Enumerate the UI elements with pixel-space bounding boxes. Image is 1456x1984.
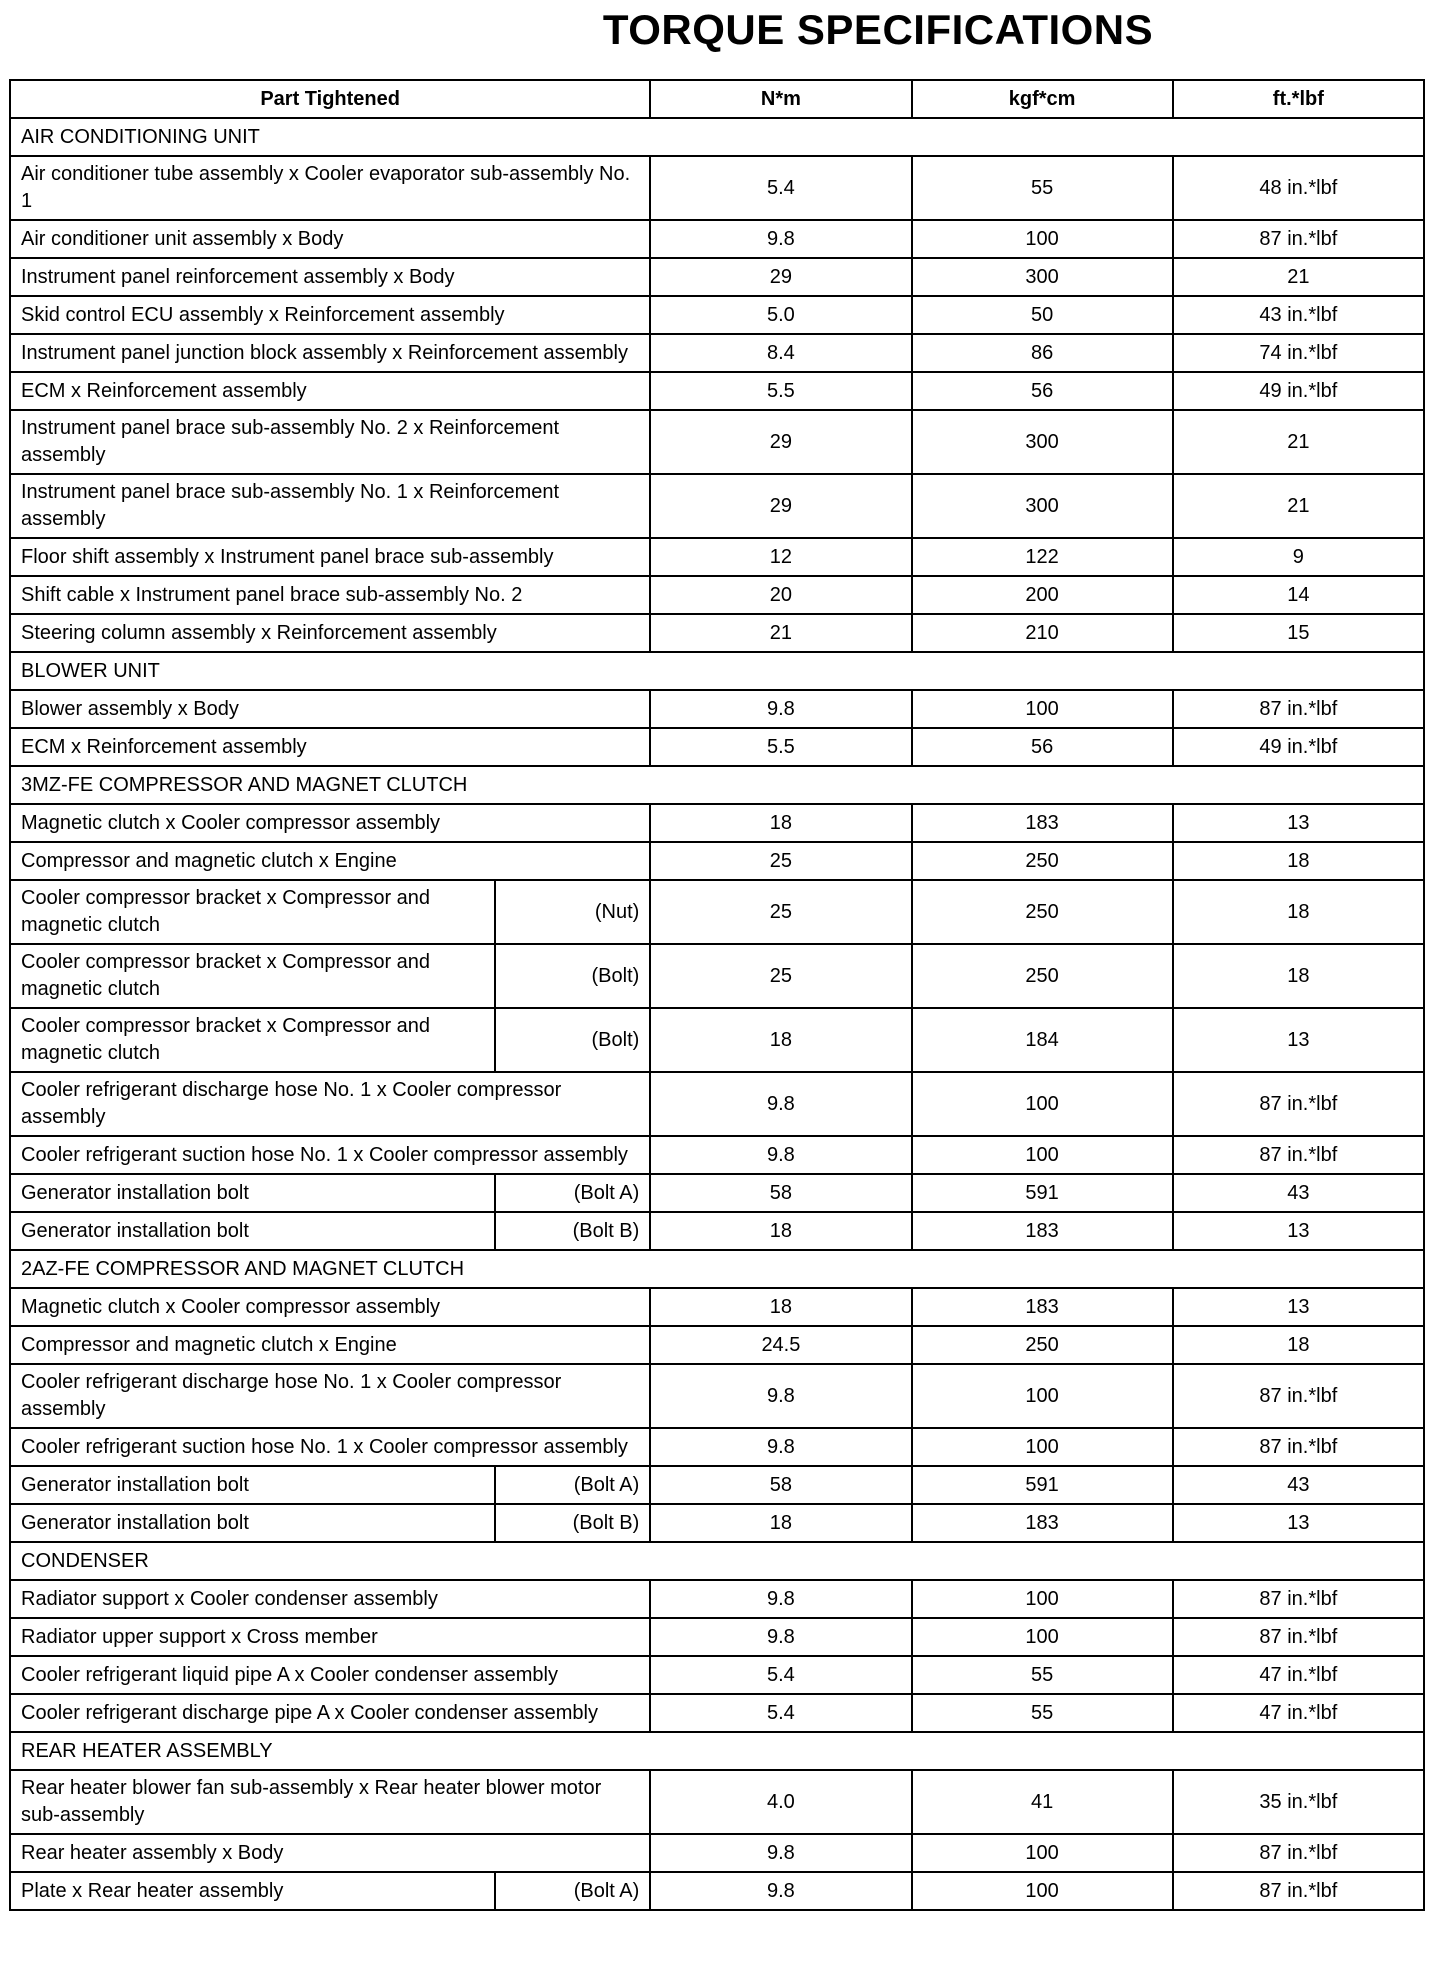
nm-cell: 29 bbox=[650, 258, 911, 296]
part-cell: Cooler compressor bracket x Compressor and magnetic clutch bbox=[10, 1008, 495, 1072]
kgf-cm-cell: 55 bbox=[912, 1694, 1173, 1732]
table-row bbox=[10, 804, 1424, 842]
nm-cell: 29 bbox=[650, 474, 911, 538]
table-row bbox=[10, 1072, 1424, 1136]
part-cell: Air conditioner tube assembly x Cooler evaporator sub-assembly No. 1 bbox=[10, 156, 650, 220]
section-label: CONDENSER bbox=[10, 1542, 1424, 1580]
kgf-cm-cell: 100 bbox=[912, 1580, 1173, 1618]
ft-lbf-cell: 18 bbox=[1173, 1326, 1424, 1364]
nm-cell: 25 bbox=[650, 944, 911, 1008]
part-cell: Cooler refrigerant discharge hose No. 1 x Cooler compressor assembly bbox=[10, 1072, 650, 1136]
nm-cell: 25 bbox=[650, 842, 911, 880]
ft-lbf-cell: 43 in.*lbf bbox=[1173, 296, 1424, 334]
table-row bbox=[10, 1466, 1424, 1504]
kgf-cm-cell: 100 bbox=[912, 1834, 1173, 1872]
page-title: TORQUE SPECIFICATIONS bbox=[602, 6, 1154, 53]
nm-cell: 9.8 bbox=[650, 1364, 911, 1428]
ft-lbf-cell: 47 in.*lbf bbox=[1173, 1656, 1424, 1694]
header-ft-lbf: ft.*lbf bbox=[1173, 80, 1424, 118]
nm-cell: 9.8 bbox=[650, 220, 911, 258]
section-row bbox=[10, 766, 1424, 804]
ft-lbf-cell: 21 bbox=[1173, 258, 1424, 296]
nm-cell: 25 bbox=[650, 880, 911, 944]
part-cell: Radiator support x Cooler condenser assembly bbox=[10, 1580, 650, 1618]
ft-lbf-cell: 74 in.*lbf bbox=[1173, 334, 1424, 372]
table-header-row bbox=[10, 80, 1424, 118]
table-row bbox=[10, 1008, 1424, 1072]
kgf-cm-cell: 41 bbox=[912, 1770, 1173, 1834]
table-row bbox=[10, 1770, 1424, 1834]
kgf-cm-cell: 86 bbox=[912, 334, 1173, 372]
nm-cell: 5.0 bbox=[650, 296, 911, 334]
ft-lbf-cell: 47 in.*lbf bbox=[1173, 1694, 1424, 1732]
table-row bbox=[10, 842, 1424, 880]
ft-lbf-cell: 14 bbox=[1173, 576, 1424, 614]
section-label: 2AZ-FE COMPRESSOR AND MAGNET CLUTCH bbox=[10, 1250, 1424, 1288]
part-cell: Cooler refrigerant suction hose No. 1 x Cooler compressor assembly bbox=[10, 1428, 650, 1466]
table-row bbox=[10, 296, 1424, 334]
ft-lbf-cell: 43 bbox=[1173, 1174, 1424, 1212]
part-cell: Instrument panel reinforcement assembly x Body bbox=[10, 258, 650, 296]
kgf-cm-cell: 250 bbox=[912, 842, 1173, 880]
nm-cell: 5.4 bbox=[650, 1694, 911, 1732]
nm-cell: 9.8 bbox=[650, 1872, 911, 1910]
table-row bbox=[10, 156, 1424, 220]
ft-lbf-cell: 13 bbox=[1173, 1212, 1424, 1250]
table-row bbox=[10, 1504, 1424, 1542]
table-row bbox=[10, 220, 1424, 258]
nm-cell: 29 bbox=[650, 410, 911, 474]
table-row bbox=[10, 1364, 1424, 1428]
part-cell: Compressor and magnetic clutch x Engine bbox=[10, 1326, 650, 1364]
ft-lbf-cell: 13 bbox=[1173, 1504, 1424, 1542]
nm-cell: 5.5 bbox=[650, 372, 911, 410]
nm-cell: 9.8 bbox=[650, 690, 911, 728]
header-part-tightened: Part Tightened bbox=[10, 80, 650, 118]
part-cell: Generator installation bolt bbox=[10, 1466, 495, 1504]
part-cell: Steering column assembly x Reinforcement assembly bbox=[10, 614, 650, 652]
table-row bbox=[10, 614, 1424, 652]
table-row bbox=[10, 576, 1424, 614]
section-label: REAR HEATER ASSEMBLY bbox=[10, 1732, 1424, 1770]
nm-cell: 18 bbox=[650, 1008, 911, 1072]
kgf-cm-cell: 55 bbox=[912, 1656, 1173, 1694]
nm-cell: 9.8 bbox=[650, 1072, 911, 1136]
part-cell: Compressor and magnetic clutch x Engine bbox=[10, 842, 650, 880]
fastener-cell: (Bolt A) bbox=[495, 1466, 650, 1504]
part-cell: Generator installation bolt bbox=[10, 1212, 495, 1250]
table-row bbox=[10, 1618, 1424, 1656]
ft-lbf-cell: 87 in.*lbf bbox=[1173, 1364, 1424, 1428]
ft-lbf-cell: 87 in.*lbf bbox=[1173, 1872, 1424, 1910]
section-row bbox=[10, 118, 1424, 156]
part-cell: Cooler compressor bracket x Compressor and magnetic clutch bbox=[10, 880, 495, 944]
part-cell: ECM x Reinforcement assembly bbox=[10, 728, 650, 766]
kgf-cm-cell: 591 bbox=[912, 1174, 1173, 1212]
kgf-cm-cell: 56 bbox=[912, 728, 1173, 766]
kgf-cm-cell: 122 bbox=[912, 538, 1173, 576]
ft-lbf-cell: 9 bbox=[1173, 538, 1424, 576]
ft-lbf-cell: 21 bbox=[1173, 474, 1424, 538]
part-cell: Rear heater blower fan sub-assembly x Rear heater blower motor sub-assembly bbox=[10, 1770, 650, 1834]
nm-cell: 5.5 bbox=[650, 728, 911, 766]
table-row bbox=[10, 1872, 1424, 1910]
ft-lbf-cell: 48 in.*lbf bbox=[1173, 156, 1424, 220]
kgf-cm-cell: 250 bbox=[912, 880, 1173, 944]
table-row bbox=[10, 690, 1424, 728]
kgf-cm-cell: 100 bbox=[912, 1428, 1173, 1466]
nm-cell: 18 bbox=[650, 1504, 911, 1542]
table-row bbox=[10, 1694, 1424, 1732]
ft-lbf-cell: 87 in.*lbf bbox=[1173, 1428, 1424, 1466]
fastener-cell: (Nut) bbox=[495, 880, 650, 944]
nm-cell: 8.4 bbox=[650, 334, 911, 372]
kgf-cm-cell: 56 bbox=[912, 372, 1173, 410]
nm-cell: 9.8 bbox=[650, 1618, 911, 1656]
part-cell: Blower assembly x Body bbox=[10, 690, 650, 728]
ft-lbf-cell: 18 bbox=[1173, 880, 1424, 944]
nm-cell: 4.0 bbox=[650, 1770, 911, 1834]
ft-lbf-cell: 35 in.*lbf bbox=[1173, 1770, 1424, 1834]
nm-cell: 21 bbox=[650, 614, 911, 652]
kgf-cm-cell: 100 bbox=[912, 1136, 1173, 1174]
nm-cell: 58 bbox=[650, 1174, 911, 1212]
section-row bbox=[10, 652, 1424, 690]
nm-cell: 5.4 bbox=[650, 1656, 911, 1694]
part-cell: Plate x Rear heater assembly bbox=[10, 1872, 495, 1910]
ft-lbf-cell: 87 in.*lbf bbox=[1173, 690, 1424, 728]
nm-cell: 58 bbox=[650, 1466, 911, 1504]
section-row bbox=[10, 1542, 1424, 1580]
ft-lbf-cell: 13 bbox=[1173, 804, 1424, 842]
part-cell: ECM x Reinforcement assembly bbox=[10, 372, 650, 410]
kgf-cm-cell: 300 bbox=[912, 474, 1173, 538]
kgf-cm-cell: 100 bbox=[912, 1872, 1173, 1910]
table-row bbox=[10, 372, 1424, 410]
part-cell: Cooler refrigerant discharge hose No. 1 x Cooler compressor assembly bbox=[10, 1364, 650, 1428]
ft-lbf-cell: 87 in.*lbf bbox=[1173, 1072, 1424, 1136]
kgf-cm-cell: 183 bbox=[912, 1212, 1173, 1250]
kgf-cm-cell: 591 bbox=[912, 1466, 1173, 1504]
table-row bbox=[10, 1428, 1424, 1466]
kgf-cm-cell: 100 bbox=[912, 1072, 1173, 1136]
part-cell: Cooler refrigerant liquid pipe A x Cooler condenser assembly bbox=[10, 1656, 650, 1694]
table-row bbox=[10, 334, 1424, 372]
nm-cell: 18 bbox=[650, 1212, 911, 1250]
section-label: 3MZ-FE COMPRESSOR AND MAGNET CLUTCH bbox=[10, 766, 1424, 804]
part-cell: Radiator upper support x Cross member bbox=[10, 1618, 650, 1656]
ft-lbf-cell: 49 in.*lbf bbox=[1173, 372, 1424, 410]
ft-lbf-cell: 87 in.*lbf bbox=[1173, 1618, 1424, 1656]
kgf-cm-cell: 100 bbox=[912, 1618, 1173, 1656]
part-cell: Floor shift assembly x Instrument panel brace sub-assembly bbox=[10, 538, 650, 576]
table-row bbox=[10, 1656, 1424, 1694]
table-row bbox=[10, 538, 1424, 576]
nm-cell: 18 bbox=[650, 1288, 911, 1326]
kgf-cm-cell: 300 bbox=[912, 410, 1173, 474]
table-row bbox=[10, 1580, 1424, 1618]
kgf-cm-cell: 184 bbox=[912, 1008, 1173, 1072]
kgf-cm-cell: 210 bbox=[912, 614, 1173, 652]
part-cell: Cooler refrigerant discharge pipe A x Cooler condenser assembly bbox=[10, 1694, 650, 1732]
ft-lbf-cell: 18 bbox=[1173, 944, 1424, 1008]
ft-lbf-cell: 18 bbox=[1173, 842, 1424, 880]
kgf-cm-cell: 250 bbox=[912, 1326, 1173, 1364]
ft-lbf-cell: 87 in.*lbf bbox=[1173, 220, 1424, 258]
part-cell: Air conditioner unit assembly x Body bbox=[10, 220, 650, 258]
table-row bbox=[10, 1212, 1424, 1250]
header-kgf-cm: kgf*cm bbox=[912, 80, 1173, 118]
part-cell: Instrument panel brace sub-assembly No. 2 x Reinforcement assembly bbox=[10, 410, 650, 474]
table-row bbox=[10, 258, 1424, 296]
torque-table bbox=[9, 79, 1425, 1911]
nm-cell: 9.8 bbox=[650, 1834, 911, 1872]
nm-cell: 20 bbox=[650, 576, 911, 614]
part-cell: Shift cable x Instrument panel brace sub-assembly No. 2 bbox=[10, 576, 650, 614]
fastener-cell: (Bolt) bbox=[495, 1008, 650, 1072]
kgf-cm-cell: 250 bbox=[912, 944, 1173, 1008]
table-row bbox=[10, 944, 1424, 1008]
table-row bbox=[10, 880, 1424, 944]
ft-lbf-cell: 87 in.*lbf bbox=[1173, 1136, 1424, 1174]
section-row bbox=[10, 1732, 1424, 1770]
ft-lbf-cell: 13 bbox=[1173, 1288, 1424, 1326]
table-row bbox=[10, 1136, 1424, 1174]
nm-cell: 24.5 bbox=[650, 1326, 911, 1364]
kgf-cm-cell: 183 bbox=[912, 1288, 1173, 1326]
kgf-cm-cell: 100 bbox=[912, 690, 1173, 728]
table-row bbox=[10, 1326, 1424, 1364]
fastener-cell: (Bolt B) bbox=[495, 1212, 650, 1250]
table-row bbox=[10, 410, 1424, 474]
nm-cell: 9.8 bbox=[650, 1580, 911, 1618]
ft-lbf-cell: 87 in.*lbf bbox=[1173, 1580, 1424, 1618]
fastener-cell: (Bolt) bbox=[495, 944, 650, 1008]
part-cell: Instrument panel brace sub-assembly No. 1 x Reinforcement assembly bbox=[10, 474, 650, 538]
kgf-cm-cell: 300 bbox=[912, 258, 1173, 296]
part-cell: Magnetic clutch x Cooler compressor assembly bbox=[10, 804, 650, 842]
part-cell: Rear heater assembly x Body bbox=[10, 1834, 650, 1872]
ft-lbf-cell: 43 bbox=[1173, 1466, 1424, 1504]
table-row bbox=[10, 474, 1424, 538]
kgf-cm-cell: 183 bbox=[912, 1504, 1173, 1542]
kgf-cm-cell: 100 bbox=[912, 220, 1173, 258]
ft-lbf-cell: 13 bbox=[1173, 1008, 1424, 1072]
nm-cell: 5.4 bbox=[650, 156, 911, 220]
kgf-cm-cell: 55 bbox=[912, 156, 1173, 220]
table-body bbox=[10, 118, 1424, 1910]
header-nm: N*m bbox=[650, 80, 911, 118]
ft-lbf-cell: 21 bbox=[1173, 410, 1424, 474]
fastener-cell: (Bolt B) bbox=[495, 1504, 650, 1542]
part-cell: Generator installation bolt bbox=[10, 1504, 495, 1542]
section-label: AIR CONDITIONING UNIT bbox=[10, 118, 1424, 156]
section-label: BLOWER UNIT bbox=[10, 652, 1424, 690]
fastener-cell: (Bolt A) bbox=[495, 1174, 650, 1212]
nm-cell: 9.8 bbox=[650, 1428, 911, 1466]
part-cell: Cooler compressor bracket x Compressor and magnetic clutch bbox=[10, 944, 495, 1008]
table-row bbox=[10, 1288, 1424, 1326]
section-row bbox=[10, 1250, 1424, 1288]
nm-cell: 12 bbox=[650, 538, 911, 576]
part-cell: Skid control ECU assembly x Reinforcement assembly bbox=[10, 296, 650, 334]
table-row bbox=[10, 728, 1424, 766]
kgf-cm-cell: 183 bbox=[912, 804, 1173, 842]
part-cell: Instrument panel junction block assembly x Reinforcement assembly bbox=[10, 334, 650, 372]
part-cell: Magnetic clutch x Cooler compressor assembly bbox=[10, 1288, 650, 1326]
fastener-cell: (Bolt A) bbox=[495, 1872, 650, 1910]
ft-lbf-cell: 49 in.*lbf bbox=[1173, 728, 1424, 766]
table-row bbox=[10, 1834, 1424, 1872]
ft-lbf-cell: 87 in.*lbf bbox=[1173, 1834, 1424, 1872]
part-cell: Generator installation bolt bbox=[10, 1174, 495, 1212]
nm-cell: 18 bbox=[650, 804, 911, 842]
table-row bbox=[10, 1174, 1424, 1212]
kgf-cm-cell: 200 bbox=[912, 576, 1173, 614]
ft-lbf-cell: 15 bbox=[1173, 614, 1424, 652]
kgf-cm-cell: 100 bbox=[912, 1364, 1173, 1428]
part-cell: Cooler refrigerant suction hose No. 1 x Cooler compressor assembly bbox=[10, 1136, 650, 1174]
nm-cell: 9.8 bbox=[650, 1136, 911, 1174]
kgf-cm-cell: 50 bbox=[912, 296, 1173, 334]
